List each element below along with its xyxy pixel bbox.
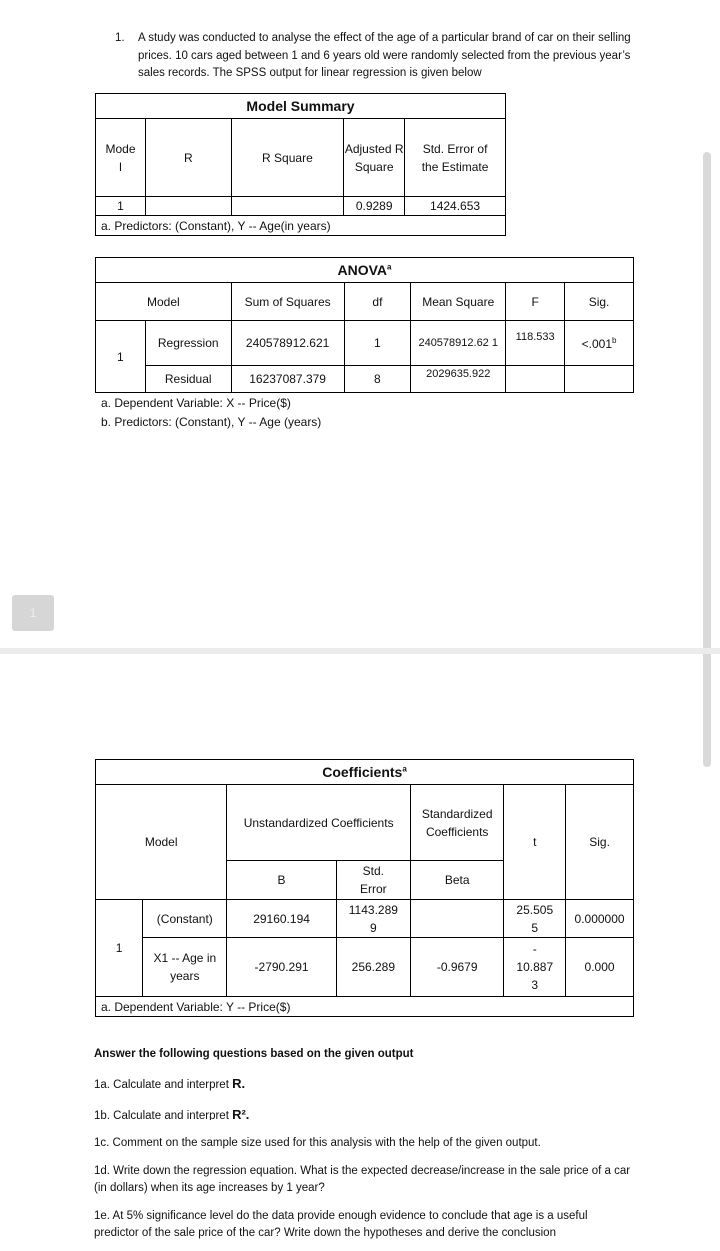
coef-constant-std-error: 1143.289 9 — [336, 900, 410, 938]
question-text: A study was conducted to analyse the effect of the age of a particular brand of car on their selling prices. 10 cars aged between 1 and 6 years old were randomly selected from the previous year’s sales records. The SPSS output for linear regression is given below — [138, 32, 631, 79]
coef-header-beta: Beta — [410, 861, 503, 900]
coef-age-sig: 0.000 — [566, 938, 634, 997]
coef-header-std-error: Std. Error — [336, 861, 410, 900]
coef-age-beta: -0.9679 — [410, 938, 503, 997]
scrollbar[interactable] — [703, 152, 711, 767]
coef-header-std: Standardized Coefficients — [410, 785, 503, 861]
anova-table — [95, 257, 634, 393]
coef-age-std-error: 256.289 — [336, 938, 410, 997]
coef-header-b: B — [227, 861, 336, 900]
question-1a-text: 1a. Calculate and interpret — [94, 1079, 229, 1091]
question-number: 1. — [115, 32, 125, 44]
anova-regression-sig-sup: b — [612, 335, 617, 345]
ms-header-r-square: R Square — [231, 119, 344, 197]
page-number-badge[interactable]: 1 — [12, 595, 54, 631]
anova-header-ms: Mean Square — [411, 283, 506, 321]
ms-header-std-error: Std. Error of the Estimate — [405, 119, 506, 197]
ms-row-r-square — [231, 197, 344, 216]
coef-constant-sig: 0.000000 — [566, 900, 634, 938]
ms-header-adjusted-r-square: Adjusted R Square — [344, 119, 405, 197]
coef-constant-label: (Constant) — [143, 900, 227, 938]
coef-age-b: -2790.291 — [227, 938, 336, 997]
anova-regression-label: Regression — [145, 321, 231, 366]
ms-header-r: R — [145, 119, 231, 197]
model-summary-table — [95, 93, 506, 236]
ms-row-model: 1 — [96, 197, 146, 216]
anova-header-f: F — [506, 283, 565, 321]
anova-footnote-b: b. Predictors: (Constant), Y -- Age (years) — [101, 415, 322, 429]
ms-footnote: a. Predictors: (Constant), Y -- Age(in years) — [96, 216, 506, 236]
anova-residual-f — [506, 366, 565, 393]
ms-row-std-error: 1424.653 — [405, 197, 506, 216]
coef-header-t: t — [504, 785, 566, 900]
anova-regression-df: 1 — [344, 321, 411, 366]
anova-residual-label: Residual — [145, 366, 231, 393]
ms-row-adjusted-r-square: 0.9289 — [344, 197, 405, 216]
anova-regression-f: 118.533 — [506, 321, 565, 366]
coef-header-sig: Sig. — [566, 785, 634, 900]
question-1b-text: 1b. Calculate and interpret — [94, 1110, 229, 1120]
question-1d: 1d. Write down the regression equation. What is the expected decrease/increase in the sale price of a car (in dollars) when its age increases by 1 year? — [94, 1165, 631, 1194]
coef-constant-b: 29160.194 — [227, 900, 336, 938]
anova-residual-df: 8 — [344, 366, 411, 393]
anova-regression-sig-cell — [565, 321, 634, 366]
question-1b — [94, 1106, 634, 1120]
anova-regression-ms: 240578912.62 1 — [411, 321, 506, 366]
coef-title-cell — [96, 760, 634, 785]
coef-constant-beta — [410, 900, 503, 938]
coef-model-num: 1 — [96, 900, 143, 997]
question-1e: 1e. At 5% significance level do the data provide enough evidence to conclude that age is a useful predictor of the sale price of the car? Write down the hypotheses and derive the conclusion — [94, 1210, 588, 1239]
anova-model-num: 1 — [96, 321, 146, 393]
coef-title-sup: a — [402, 764, 407, 774]
anova-header-model: Model — [96, 283, 232, 321]
anova-residual-ss: 16237087.379 — [231, 366, 344, 393]
ms-row-r — [145, 197, 231, 216]
anova-header-sig: Sig. — [565, 283, 634, 321]
coef-constant-t: 25.505 5 — [504, 900, 566, 938]
coef-footnote: a. Dependent Variable: Y -- Price($) — [96, 997, 634, 1017]
anova-title-cell — [96, 258, 634, 283]
anova-residual-sig — [565, 366, 634, 393]
anova-header-ss: Sum of Squares — [231, 283, 344, 321]
anova-title: ANOVA — [337, 262, 388, 278]
coef-age-t: - 10.887 3 — [504, 938, 566, 997]
model-summary-title: Model Summary — [96, 94, 506, 119]
question-1b-symbol: R². — [232, 1107, 250, 1120]
question-1a — [94, 1075, 634, 1094]
anova-title-sup: a — [387, 262, 392, 272]
question-1a-symbol: R. — [232, 1076, 246, 1091]
coef-header-model: Model — [96, 785, 227, 900]
questions-heading: Answer the following questions based on the given output — [94, 1048, 414, 1060]
anova-footnote-a: a. Dependent Variable: X -- Price($) — [101, 396, 291, 410]
anova-regression-ss: 240578912.621 — [231, 321, 344, 366]
ms-header-model: Mode l — [96, 119, 146, 197]
coefficients-table — [95, 759, 634, 1017]
page-divider — [0, 648, 720, 654]
question-1c: 1c. Comment on the sample size used for this analysis with the help of the given output. — [94, 1137, 541, 1149]
coef-header-unstd: Unstandardized Coefficients — [227, 785, 411, 861]
anova-residual-ms: 2029635.922 — [411, 366, 506, 393]
anova-regression-sig: <.001 — [581, 336, 612, 351]
coef-title: Coefficients — [322, 764, 403, 780]
coef-age-label: X1 -- Age in years — [143, 938, 227, 997]
anova-header-df: df — [344, 283, 411, 321]
